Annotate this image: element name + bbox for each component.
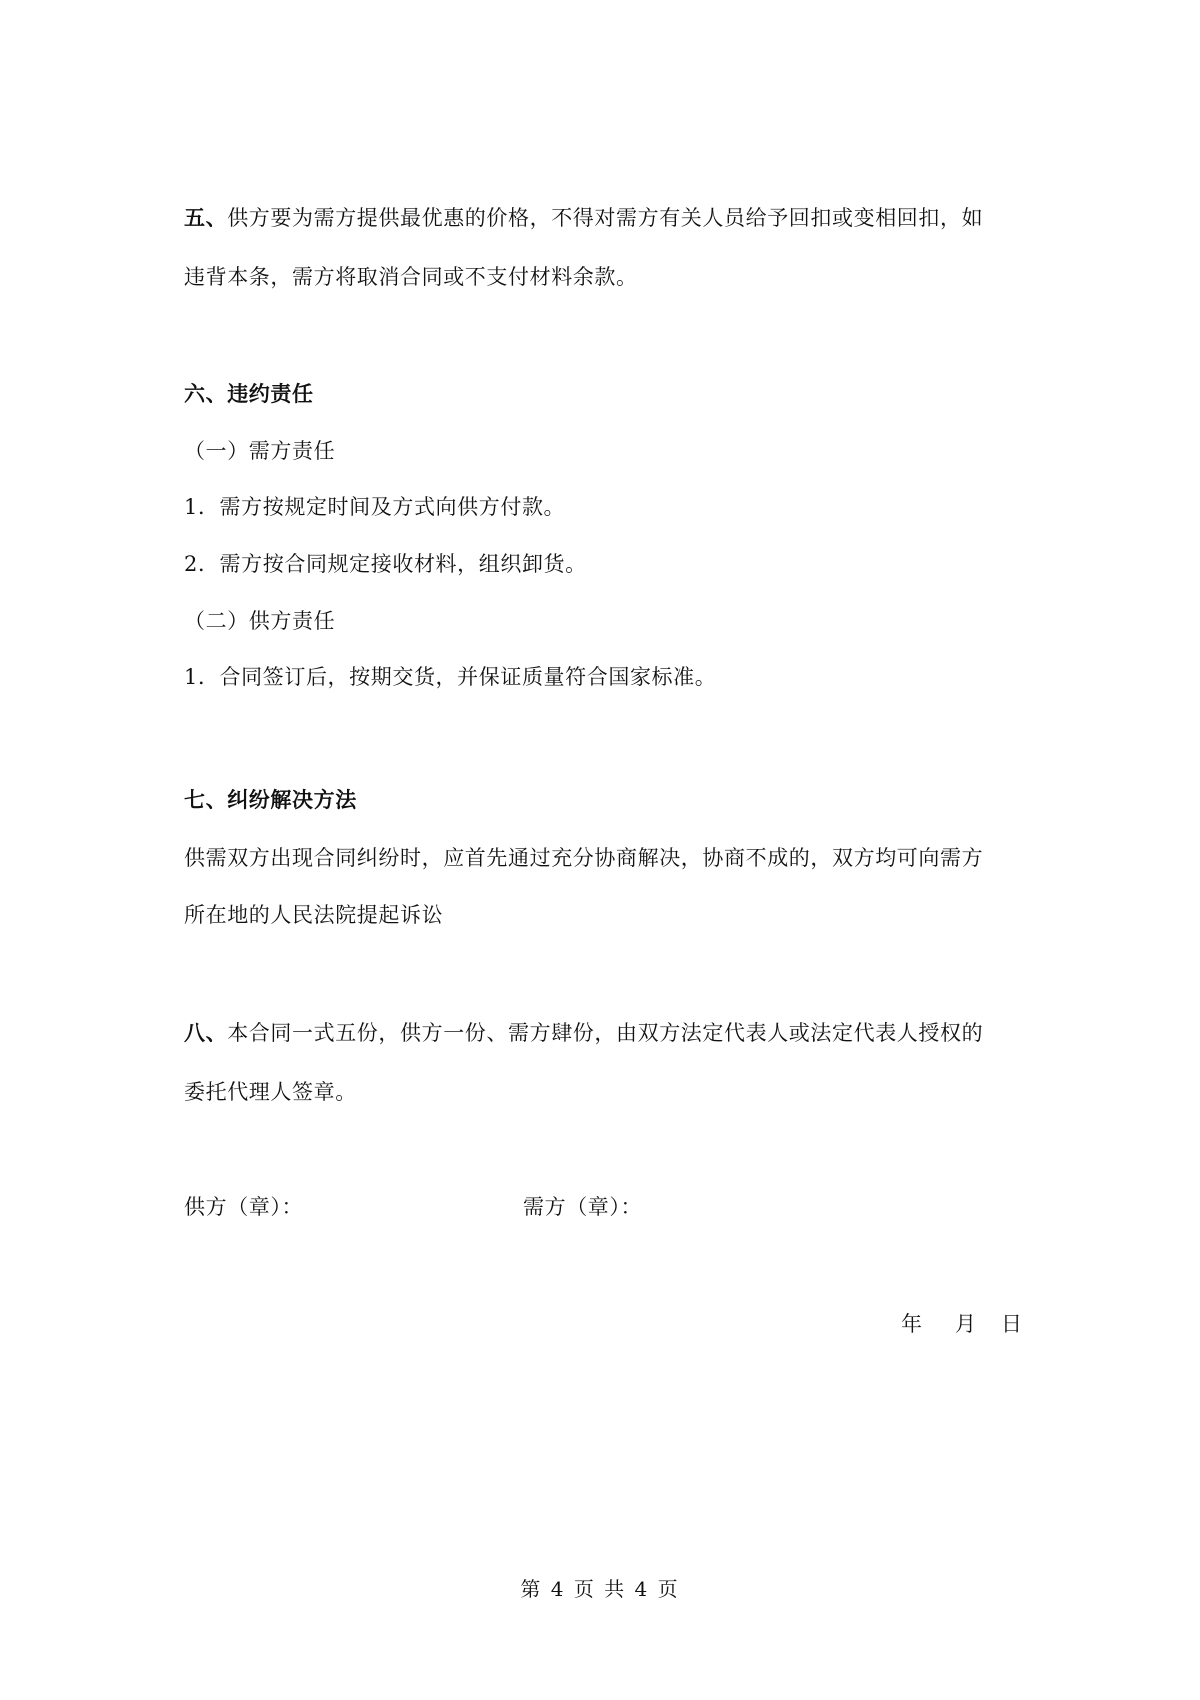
- buyer-signature-label: 需方（章）：: [523, 1195, 643, 1219]
- section5-line2: 违背本条，需方将取消合同或不支付材料余款。: [184, 265, 638, 289]
- date-month-label: 月: [955, 1312, 976, 1336]
- section6-sub1-item1: 1．需方按规定时间及方式向供方付款。: [184, 495, 566, 519]
- section5-line1-text: 供方要为需方提供最优惠的价格，不得对需方有关人员给予回扣或变相回扣，如: [227, 206, 984, 230]
- section6-sub2-item1: 1．合同签订后，按期交货，并保证质量符合国家标准。: [184, 665, 717, 689]
- section8-line1: [184, 1019, 983, 1047]
- section5-lead: 五、: [184, 205, 228, 230]
- section7-heading: 七、纠纷解决方法: [184, 787, 357, 812]
- section6-sub1-title: （一）需方责任: [184, 439, 336, 463]
- supplier-signature-label: 供方（章）：: [184, 1195, 304, 1219]
- section5-line1: [184, 204, 983, 232]
- section8-line1-text: 本合同一式五份，供方一份、需方肆份，由双方法定代表人或法定代表人授权的: [227, 1021, 984, 1045]
- section6-sub2-title: （二）供方责任: [184, 609, 336, 633]
- section7-line2: 所在地的人民法院提起诉讼: [184, 903, 444, 927]
- section8-lead: 八、: [184, 1020, 228, 1045]
- date-year-label: 年: [901, 1312, 922, 1336]
- date-day-label: 日: [1001, 1312, 1022, 1336]
- section8-line2: 委托代理人签章。: [184, 1080, 357, 1104]
- section6-sub1-item2: 2．需方按合同规定接收材料，组织卸货。: [184, 552, 587, 576]
- page-footer: 第 4 页 共 4 页: [520, 1577, 680, 1601]
- section7-line1: 供需双方出现合同纠纷时，应首先通过充分协商解决，协商不成的，双方均可向需方: [184, 846, 984, 870]
- section6-heading: 六、违约责任: [184, 381, 314, 406]
